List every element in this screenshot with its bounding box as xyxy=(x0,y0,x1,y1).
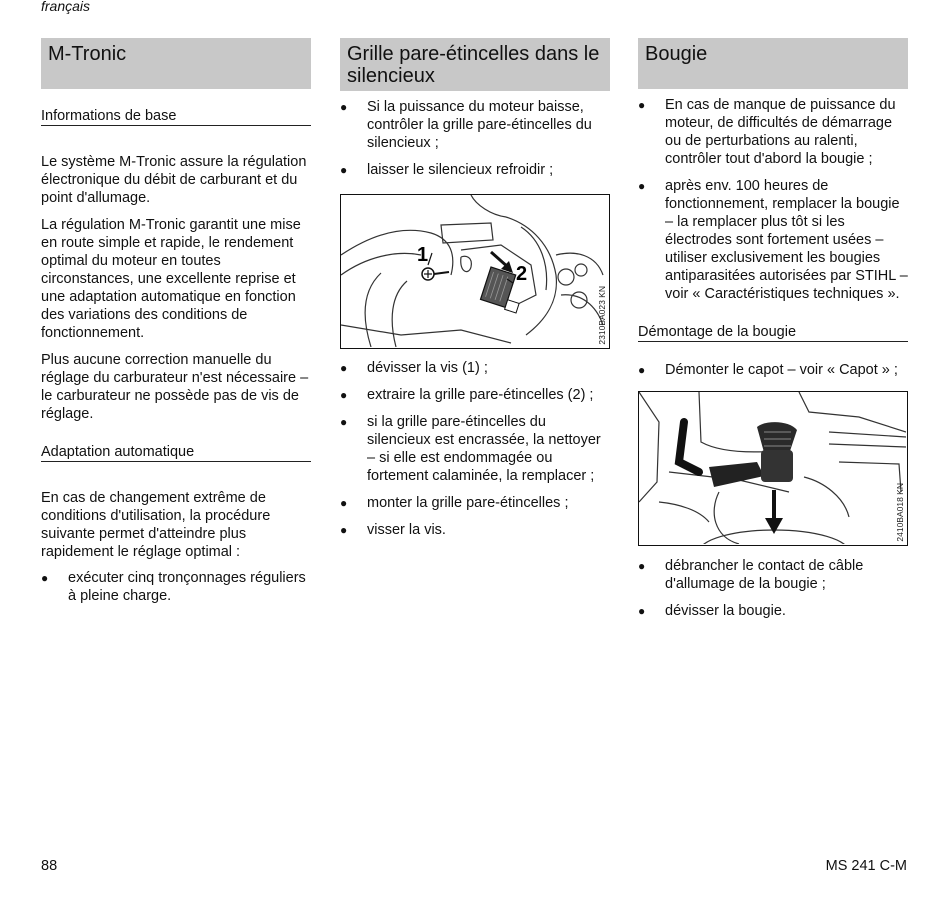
list-item: ● extraire la grille pare-étincelles (2) ; xyxy=(340,386,610,404)
list-item: ● dévisser la bougie. xyxy=(638,602,908,620)
section-title-bougie: Bougie xyxy=(638,38,908,89)
list-item: ● laisser le silencieux refroidir ; xyxy=(340,161,610,179)
list-item: ● En cas de manque de puissance du moteur, de difficultés de démarrage ou de perturbations au ralenti, contrôler tout d'abord la bougie ; xyxy=(638,96,908,168)
down-arrow-icon xyxy=(765,490,783,534)
figure-reference-code: 2310BA023 KN xyxy=(597,286,607,345)
list-item: ● si la grille pare-étincelles du silencieux est encrassée, la nettoyer – si elle est endommagée ou fortement calaminée, la remplacer ; xyxy=(340,413,610,485)
model-name: MS 241 C-M xyxy=(825,858,907,874)
subheading-adaptation: Adaptation automatique xyxy=(41,444,311,462)
spark-plug-illustration xyxy=(639,392,906,544)
section-title-m-tronic: M-Tronic xyxy=(41,38,311,89)
list-item: ● dévisser la vis (1) ; xyxy=(340,359,610,377)
list-item: ● visser la vis. xyxy=(340,521,610,539)
screw xyxy=(422,268,449,280)
subheading-demontage: Démontage de la bougie xyxy=(638,324,908,342)
figure-spark-plug xyxy=(638,391,908,546)
callout-1: 1 xyxy=(417,244,429,266)
column-grille xyxy=(340,38,610,539)
section-title-grille: Grille pare-étincelles dans le silencieux xyxy=(340,38,610,91)
page-number: 88 xyxy=(41,858,58,874)
callout-2: 2 xyxy=(516,263,528,285)
paragraph: En cas de changement extrême de conditions d'utilisation, la procédure suivante permet d'atteindre plus rapidement le réglage optimal : xyxy=(41,490,271,560)
paragraph: La régulation M-Tronic garantit une mise en route simple et rapide, le rendement optimal du moteur en toutes circonstances, une excellente reprise et une adaptation automatique en fonction des variations des conditions de fonctionnement. xyxy=(41,217,301,341)
list-item: ● exécuter cinq tronçonnages réguliers à pleine charge. xyxy=(41,569,311,605)
list-item: ● Démonter le capot – voir « Capot » ; xyxy=(638,361,908,379)
subheading-informations: Informations de base xyxy=(41,108,311,126)
paragraph: Le système M-Tronic assure la régulation électronique du débit de carburant et du point d'allumage. xyxy=(41,154,307,206)
column-m-tronic xyxy=(41,38,311,605)
ignition-cable xyxy=(679,422,797,487)
list-item: ● après env. 100 heures de fonctionnement, remplacer la bougie – la remplacer plus tôt si les électrodes sont fortement usées – utiliser exclusivement les bougies antiparasitées autorisées par STIHL – voir « Caractéristiques techniques ». xyxy=(638,177,908,303)
figure-spark-arrestor xyxy=(340,194,610,349)
paragraph: Plus aucune correction manuelle du réglage du carburateur n'est nécessaire – le carburateur ne possède pas de vis de réglage. xyxy=(41,352,309,422)
language-label: français xyxy=(41,0,91,14)
spark-arrestor-illustration xyxy=(341,195,608,347)
list-item: ● monter la grille pare-étincelles ; xyxy=(340,494,610,512)
figure-reference-code: 2410BA018 KN xyxy=(895,483,905,542)
list-item: ● Si la puissance du moteur baisse, contrôler la grille pare-étincelles du silencieux ; xyxy=(340,98,610,152)
list-item: ● débrancher le contact de câble d'allumage de la bougie ; xyxy=(638,557,908,593)
column-bougie xyxy=(638,38,908,620)
